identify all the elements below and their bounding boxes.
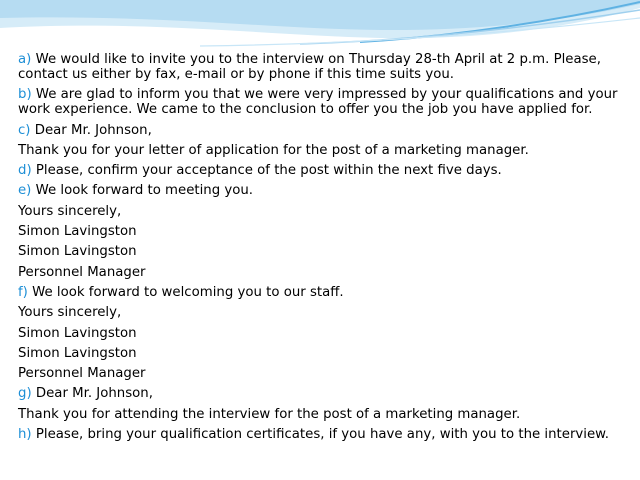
item-text: Thank you for your letter of application for the post of a marketing manager.	[18, 142, 529, 158]
letter-line	[18, 224, 630, 239]
item-d	[18, 163, 630, 178]
item-e	[18, 183, 630, 198]
item-text: Dear Mr. Johnson,	[34, 122, 152, 138]
item-b	[18, 87, 630, 117]
item-marker: b)	[18, 87, 32, 103]
letter-line	[18, 305, 630, 320]
item-marker: a)	[18, 52, 32, 67]
letter-line	[18, 346, 630, 361]
item-text: We would like to invite you to the interview on Thursday 28-th April at 2 p.m. Please, contact us either by fax, e-mail or by phone if this time suits you.	[18, 52, 601, 82]
letter-line	[18, 407, 630, 422]
decorative-wave-header	[0, 0, 640, 60]
item-g	[18, 386, 630, 401]
item-text: Yours sincerely,	[18, 203, 122, 219]
item-text: Simon Lavingston	[18, 345, 137, 361]
item-c	[18, 123, 630, 138]
item-text: Personnel Manager	[18, 264, 146, 280]
item-text: We are glad to inform you that we were very impressed by your qualifications and your work experience. We came to the conclusion to offer you the job you have applied for.	[18, 87, 618, 118]
letter-line	[18, 366, 630, 381]
item-text: Please, bring your qualification certificates, if you have any, with you to the interview.	[35, 427, 610, 443]
item-marker: e)	[18, 183, 32, 199]
letter-line	[18, 265, 630, 280]
item-h	[18, 427, 630, 442]
item-marker: g)	[18, 386, 32, 402]
letter-line	[18, 244, 630, 259]
letter-line	[18, 143, 630, 158]
item-text: We look forward to meeting you.	[35, 183, 254, 199]
item-f	[18, 285, 630, 300]
letter-line	[18, 326, 630, 341]
item-text: Simon Lavingston	[18, 244, 137, 260]
item-text: We look forward to welcoming you to our staff.	[32, 284, 344, 300]
item-marker: f)	[18, 284, 28, 300]
item-text: Thank you for attending the interview for the post of a marketing manager.	[18, 406, 521, 422]
letter-line	[18, 204, 630, 219]
item-text: Simon Lavingston	[18, 224, 137, 240]
item-text: Personnel Manager	[18, 366, 146, 382]
item-text: Dear Mr. Johnson,	[35, 386, 153, 402]
item-text: Please, confirm your acceptance of the post within the next five days.	[35, 163, 502, 179]
item-marker: d)	[18, 163, 32, 179]
letter-fragments	[18, 52, 630, 447]
item-marker: h)	[18, 427, 32, 443]
item-text: Simon Lavingston	[18, 325, 137, 341]
item-marker: c)	[18, 122, 31, 138]
item-a	[18, 52, 630, 82]
item-text: Yours sincerely,	[18, 305, 122, 321]
